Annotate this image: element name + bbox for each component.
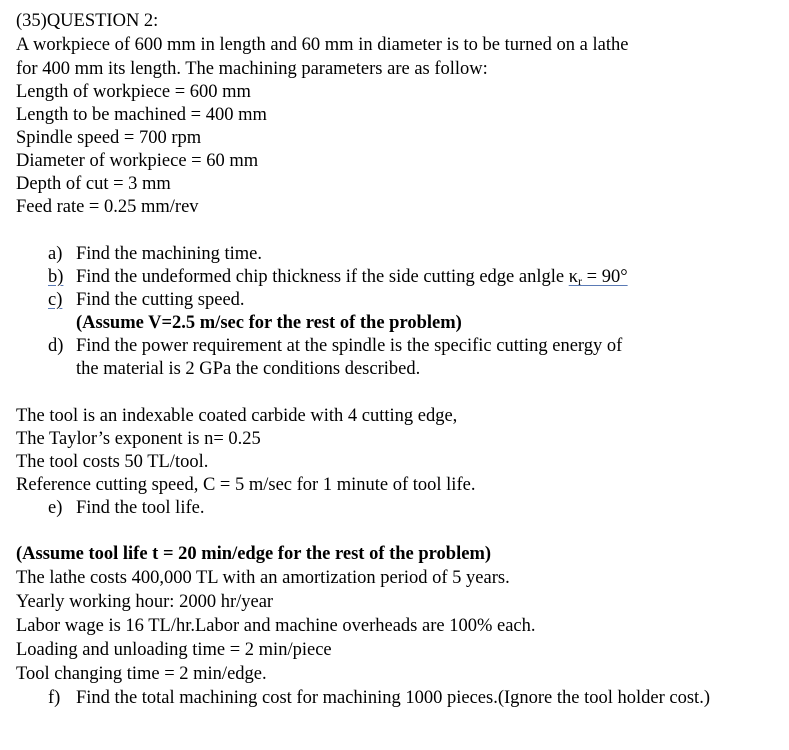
tool-info-3: The tool costs 50 TL/tool. <box>16 452 209 472</box>
assume-tool-life-note: (Assume tool life t = 20 min/edge for the rest of the problem) <box>16 544 492 564</box>
part-b <box>48 266 628 289</box>
part-a <box>48 243 262 266</box>
part-c-text: Find the cutting speed. <box>76 290 245 310</box>
part-d <box>48 335 622 358</box>
assume-velocity-note: (Assume V=2.5 m/sec for the rest of the problem) <box>76 313 462 333</box>
part-b-kappa-symbol: κ <box>568 267 579 287</box>
param-diameter: Diameter of workpiece = 60 mm <box>16 151 259 171</box>
part-e-letter: e) <box>48 498 63 518</box>
question-header: (35)QUESTION 2: <box>16 11 159 31</box>
part-c <box>48 289 245 312</box>
part-d-text-line-2: the material is 2 GPa the conditions described. <box>76 359 421 379</box>
part-a-text: Find the machining time. <box>76 244 263 264</box>
part-b-letter: b) <box>48 267 64 287</box>
param-depth-of-cut: Depth of cut = 3 mm <box>16 174 171 194</box>
part-e <box>48 497 204 520</box>
part-d-text-line-1: Find the power requirement at the spindle is the specific cutting energy of <box>76 336 623 356</box>
cost-info-2: Yearly working hour: 2000 hr/year <box>16 592 274 612</box>
intro-line-2: for 400 mm its length. The machining parameters are as follow: <box>16 59 488 79</box>
part-f-letter: f) <box>48 688 61 708</box>
param-machined-length: Length to be machined = 400 mm <box>16 105 267 125</box>
part-e-text: Find the tool life. <box>76 498 205 518</box>
tool-info-2: The Taylor’s exponent is n= 0.25 <box>16 429 261 449</box>
param-spindle-speed: Spindle speed = 700 rpm <box>16 128 202 148</box>
part-b-text: Find the undeformed chip thickness if the side cutting edge anlgle <box>76 267 569 287</box>
cost-info-3: Labor wage is 16 TL/hr.Labor and machine overheads are 100% each. <box>16 616 536 636</box>
part-a-letter: a) <box>48 244 63 264</box>
param-workpiece-length: Length of workpiece = 600 mm <box>16 82 251 102</box>
part-f <box>48 687 710 710</box>
cost-info-5: Tool changing time = 2 min/edge. <box>16 664 267 684</box>
part-d-letter: d) <box>48 336 64 356</box>
part-b-angle-value: = 90° <box>582 267 628 287</box>
part-f-text: Find the total machining cost for machining 1000 pieces.(Ignore the tool holder cost.) <box>76 688 710 708</box>
tool-info-1: The tool is an indexable coated carbide with 4 cutting edge, <box>16 406 458 426</box>
param-feed-rate: Feed rate = 0.25 mm/rev <box>16 197 199 217</box>
cost-info-4: Loading and unloading time = 2 min/piece <box>16 640 332 660</box>
cost-info-1: The lathe costs 400,000 TL with an amortization period of 5 years. <box>16 568 510 588</box>
intro-line-1: A workpiece of 600 mm in length and 60 mm in diameter is to be turned on a lathe <box>16 35 629 55</box>
tool-info-4: Reference cutting speed, C = 5 m/sec for 1 minute of tool life. <box>16 475 476 495</box>
part-b-kappa-subscript: r <box>578 274 583 288</box>
part-c-letter: c) <box>48 290 63 310</box>
part-b-angle <box>569 267 628 287</box>
